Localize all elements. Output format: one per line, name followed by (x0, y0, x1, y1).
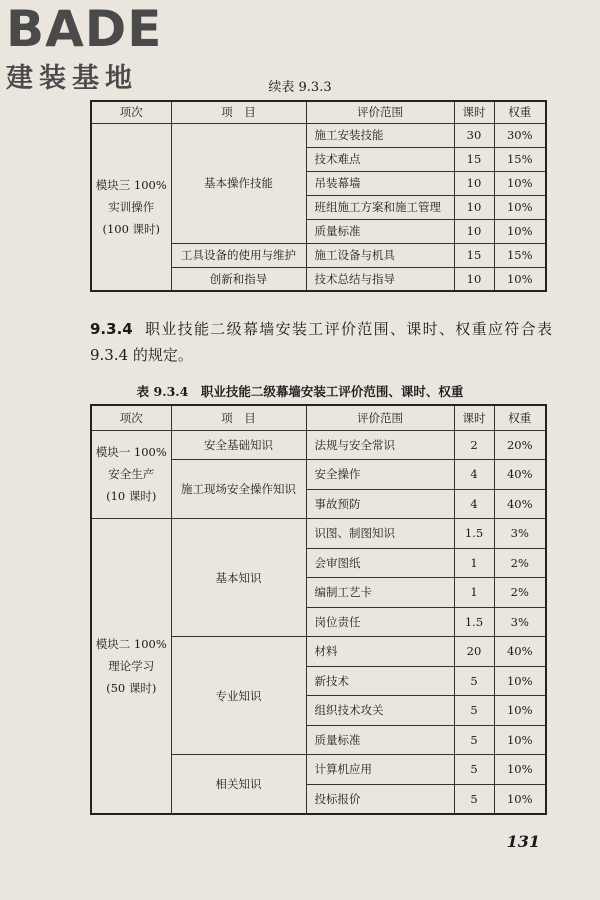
table-9-3-3-continued (90, 100, 547, 292)
module-label-line: 理论学习 (108, 658, 155, 673)
weight-cell: 10% (494, 219, 546, 243)
module-cell (91, 123, 171, 291)
scope-cell: 技术总结与指导 (306, 267, 454, 291)
table2-caption: 表 9.3.4 职业技能二级幕墙安装工评价范围、课时、权重 (136, 384, 464, 399)
item-cell: 安全基础知识 (171, 430, 306, 460)
weight-cell: 2% (494, 578, 546, 608)
weight-cell: 3% (494, 519, 546, 549)
hours-cell: 10 (454, 267, 494, 291)
scope-cell: 技术难点 (306, 147, 454, 171)
column-header: 权重 (494, 405, 546, 430)
hours-cell: 5 (454, 725, 494, 755)
hours-cell: 5 (454, 666, 494, 696)
clause-number: 9.3.4 (90, 320, 133, 338)
hours-cell: 5 (454, 755, 494, 785)
weight-cell: 10% (494, 666, 546, 696)
scope-cell: 法规与安全常识 (306, 430, 454, 460)
column-header: 课时 (454, 101, 494, 123)
scope-cell: 吊装幕墙 (306, 171, 454, 195)
table-row (91, 123, 546, 147)
table-row (91, 430, 546, 460)
logo-brand: BADE (6, 0, 163, 58)
scope-cell: 识图、制图知识 (306, 519, 454, 549)
scope-cell: 事故预防 (306, 489, 454, 519)
page-number: 131 (506, 832, 540, 851)
module-label-line: 实训操作 (108, 199, 155, 214)
weight-cell: 2% (494, 548, 546, 578)
scope-cell: 投标报价 (306, 784, 454, 814)
table-row (91, 519, 546, 549)
hours-cell: 4 (454, 489, 494, 519)
scope-cell: 新技术 (306, 666, 454, 696)
hours-cell: 30 (454, 123, 494, 147)
module-label-line: 模块三 100% (95, 177, 167, 192)
column-header: 项 目 (171, 405, 306, 430)
module-label-line: 模块一 100% (95, 445, 167, 460)
hours-cell: 5 (454, 696, 494, 726)
table-9-3-4 (90, 404, 547, 815)
module-cell (91, 430, 171, 519)
weight-cell: 40% (494, 637, 546, 667)
hours-cell: 15 (454, 243, 494, 267)
scope-cell: 施工安装技能 (306, 123, 454, 147)
hours-cell: 10 (454, 171, 494, 195)
hours-cell: 1 (454, 578, 494, 608)
hours-cell: 1.5 (454, 607, 494, 637)
item-cell: 创新和指导 (171, 267, 306, 291)
column-header: 项次 (91, 101, 171, 123)
column-header: 评价范围 (306, 101, 454, 123)
weight-cell: 30% (494, 123, 546, 147)
scope-cell: 质量标准 (306, 219, 454, 243)
scope-cell: 施工设备与机具 (306, 243, 454, 267)
weight-cell: 10% (494, 195, 546, 219)
header-row (91, 405, 546, 430)
weight-cell: 40% (494, 460, 546, 490)
hours-cell: 2 (454, 430, 494, 460)
item-cell: 基本操作技能 (171, 123, 306, 243)
module-cell (91, 519, 171, 814)
scope-cell: 安全操作 (306, 460, 454, 490)
scope-cell: 组织技术攻关 (306, 696, 454, 726)
column-header: 项 目 (171, 101, 306, 123)
weight-cell: 15% (494, 147, 546, 171)
scope-cell: 会审图纸 (306, 548, 454, 578)
hours-cell: 4 (454, 460, 494, 490)
hours-cell: 15 (454, 147, 494, 171)
scope-cell: 质量标准 (306, 725, 454, 755)
clause-text: 职业技能二级幕墙安装工评价范围、课时、权重应符合表 9.3.4 的规定。 (90, 320, 552, 364)
weight-cell: 10% (494, 755, 546, 785)
column-header: 项次 (91, 405, 171, 430)
item-cell: 施工现场安全操作知识 (171, 460, 306, 519)
item-cell: 基本知识 (171, 519, 306, 637)
item-cell: 相关知识 (171, 755, 306, 814)
weight-cell: 20% (494, 430, 546, 460)
weight-cell: 10% (494, 696, 546, 726)
scope-cell: 编制工艺卡 (306, 578, 454, 608)
module-label-line: 模块二 100% (95, 636, 167, 651)
hours-cell: 5 (454, 784, 494, 814)
logo-subtitle: 建装基地 (6, 63, 138, 94)
module-label-line: 安全生产 (108, 467, 155, 482)
weight-cell: 15% (494, 243, 546, 267)
clause-9-3-4 (90, 316, 552, 368)
hours-cell: 1.5 (454, 519, 494, 549)
module-label-line: (50 课时) (106, 680, 157, 695)
item-cell: 工具设备的使用与维护 (171, 243, 306, 267)
weight-cell: 3% (494, 607, 546, 637)
hours-cell: 1 (454, 548, 494, 578)
scope-cell: 班组施工方案和施工管理 (306, 195, 454, 219)
item-cell: 专业知识 (171, 637, 306, 755)
module-label-line: (100 课时) (102, 221, 161, 236)
hours-cell: 10 (454, 219, 494, 243)
scope-cell: 材料 (306, 637, 454, 667)
column-header: 权重 (494, 101, 546, 123)
weight-cell: 40% (494, 489, 546, 519)
header-row (91, 101, 546, 123)
column-header: 评价范围 (306, 405, 454, 430)
weight-cell: 10% (494, 784, 546, 814)
weight-cell: 10% (494, 267, 546, 291)
scope-cell: 计算机应用 (306, 755, 454, 785)
hours-cell: 20 (454, 637, 494, 667)
scope-cell: 岗位责任 (306, 607, 454, 637)
module-label-line: (10 课时) (106, 489, 157, 504)
weight-cell: 10% (494, 725, 546, 755)
weight-cell: 10% (494, 171, 546, 195)
table1-caption: 续表 9.3.3 (268, 80, 332, 95)
hours-cell: 10 (454, 195, 494, 219)
column-header: 课时 (454, 405, 494, 430)
